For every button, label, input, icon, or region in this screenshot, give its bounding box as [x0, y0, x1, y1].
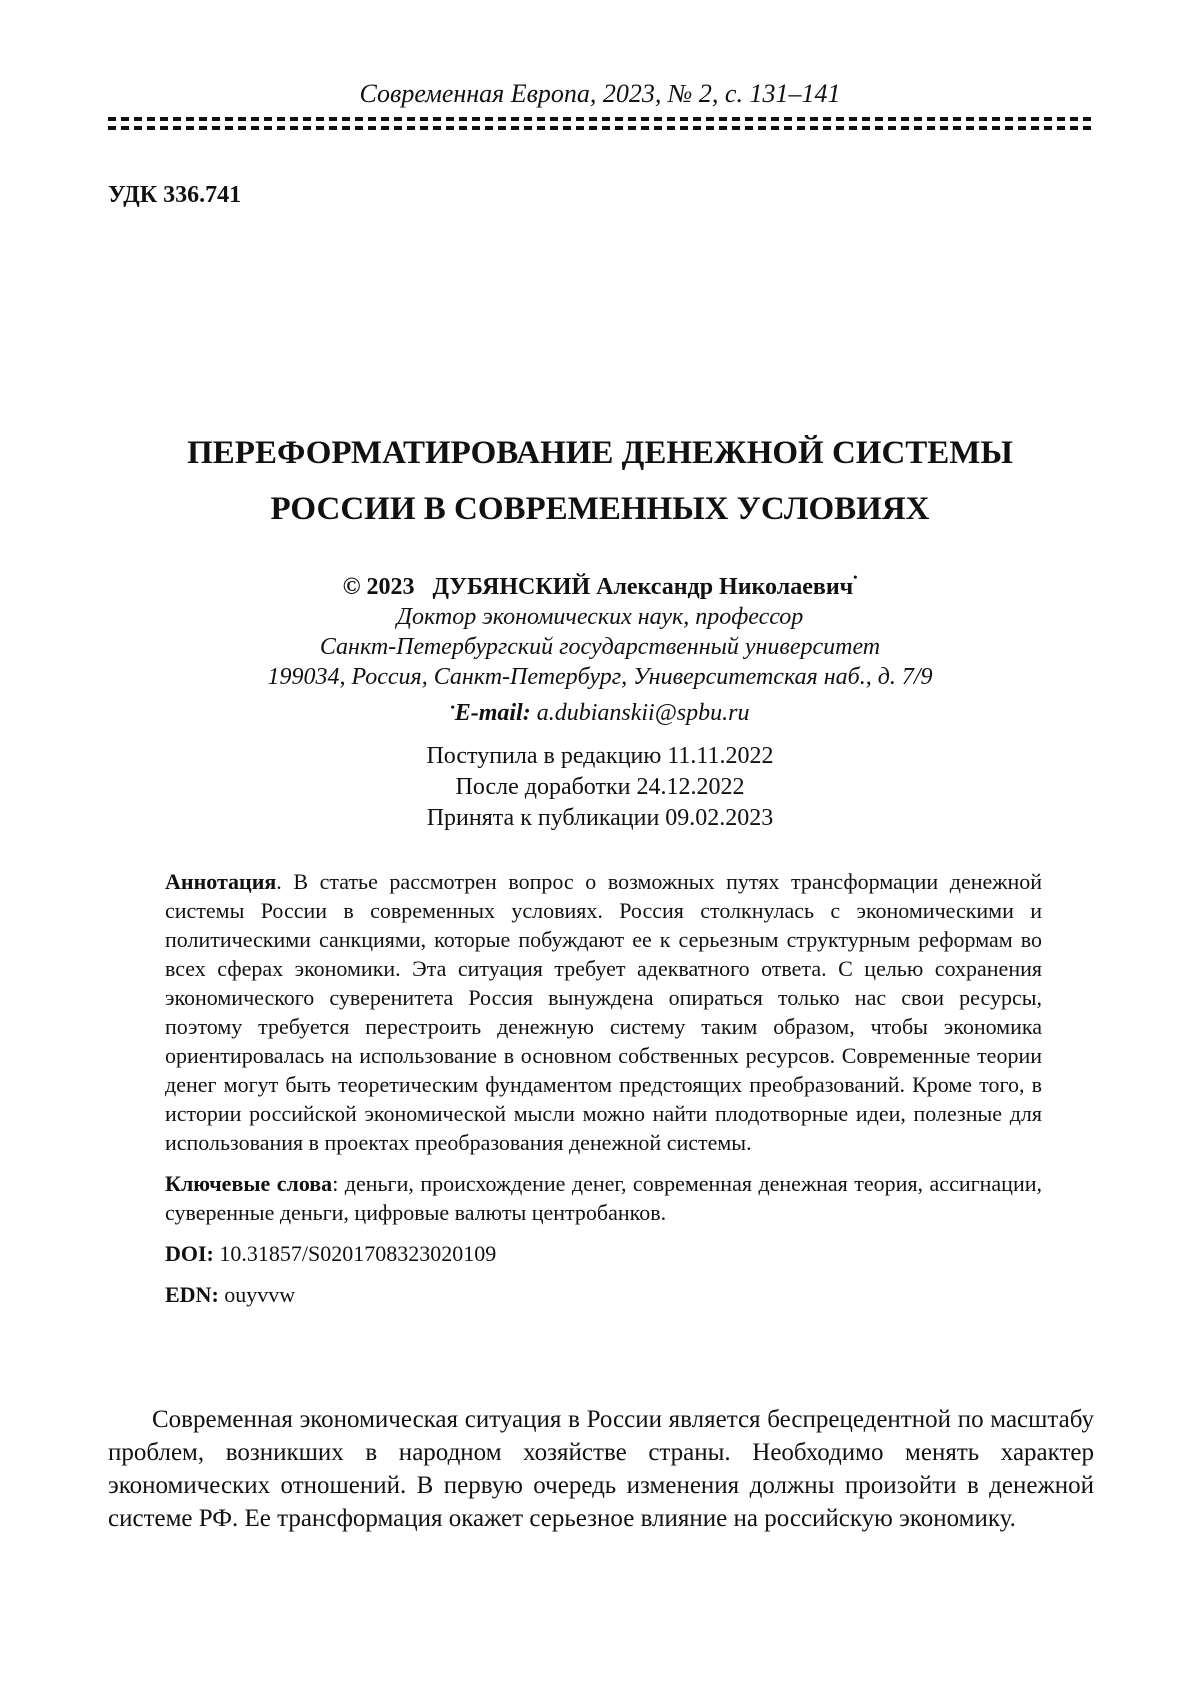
- email-label-text: E-mail:: [454, 700, 531, 726]
- author-email-line: [100, 692, 1100, 728]
- author-address: 199034, Россия, Санкт-Петербург, Университетская наб., д. 7/9: [267, 664, 933, 690]
- article-title: [100, 425, 1100, 537]
- doi-line: [165, 1239, 1042, 1268]
- copyright-year: © 2023: [342, 574, 415, 600]
- doi-label: DOI:: [165, 1241, 214, 1266]
- date-received: Поступила в редакцию 11.11.2022: [426, 743, 774, 769]
- article-title-line-1: ПЕРЕФОРМАТИРОВАНИЕ ДЕНЕЖНОЙ СИСТЕМЫ: [187, 435, 1013, 471]
- edn-label: EDN:: [165, 1282, 219, 1307]
- date-accepted: Принята к публикации 09.02.2023: [426, 805, 774, 831]
- keywords-text: : деньги, происхождение денег, современная денежная теория, ассигнации, суверенные деньги, цифровые валюты центробанков.: [165, 1171, 1042, 1225]
- keywords-paragraph: [165, 1169, 1042, 1227]
- author-footnote-mark: •: [853, 570, 858, 584]
- author-line: [100, 566, 1100, 602]
- author-name: ДУБЯНСКИЙ Александр Николаевич: [432, 574, 854, 600]
- abstract-label: Аннотация: [165, 869, 277, 894]
- header-double-rule: [108, 117, 1094, 130]
- article-title-line-2: РОССИИ В СОВРЕМЕННЫХ УСЛОВИЯХ: [270, 491, 930, 527]
- keywords-label: Ключевые слова: [165, 1171, 333, 1196]
- author-degree: Доктор экономических наук, профессор: [396, 604, 804, 630]
- abstract-text: . В статье рассмотрен вопрос о возможных путях трансформации денежной системы России в современных условиях. Россия столкнулась с экономическими и политическими санкциями, которые побуждают ее к серьезным структурным реформам во всех сферах экономики. Эта ситуация требует адекватного ответа. С целью сохранения экономического суверенитета Россия вынуждена опираться только нас свои ресурсы, поэтому требуется перестроить денежную систему таким образом, чтобы экономика ориентировалась на использование в основном собственных ресурсов. Современные теории денег могут быть теоретическим фундаментом предстоящих преобразований. Кроме того, в истории российской экономической мысли можно найти плодотворные идеи, полезные для использования в проектах преобразования денежной системы.: [165, 869, 1042, 1155]
- author-affiliation: Санкт-Петербургский государственный университет: [319, 634, 881, 660]
- date-revised: После доработки 24.12.2022: [455, 774, 745, 800]
- publication-dates: [100, 741, 1100, 834]
- abstract-paragraph: [165, 867, 1042, 1157]
- edn-value: ouyvvw: [224, 1282, 296, 1307]
- author-email-link[interactable]: a.dubianskii@spbu.ru: [536, 700, 750, 726]
- edn-line: [165, 1280, 1042, 1309]
- email-footnote-mark: •: [450, 700, 455, 714]
- author-block: [100, 566, 1100, 728]
- email-label: [451, 700, 531, 726]
- running-head: Современная Европа, 2023, № 2, с. 131–141: [359, 79, 841, 108]
- udk-code: УДК 336.741: [108, 182, 242, 208]
- abstract-block: [165, 867, 1042, 1321]
- body-paragraph: Современная экономическая ситуация в России является беспрецедентной по масштабу проблем, возникших в народном хозяйстве страны. Необходимо менять характер экономических отношений. В первую очередь изменения должны произойти в денежной системе РФ. Ее трансформация окажет серьезное влияние на российскую экономику.: [108, 1406, 1094, 1532]
- doi-value[interactable]: 10.31857/S0201708323020109: [219, 1241, 497, 1266]
